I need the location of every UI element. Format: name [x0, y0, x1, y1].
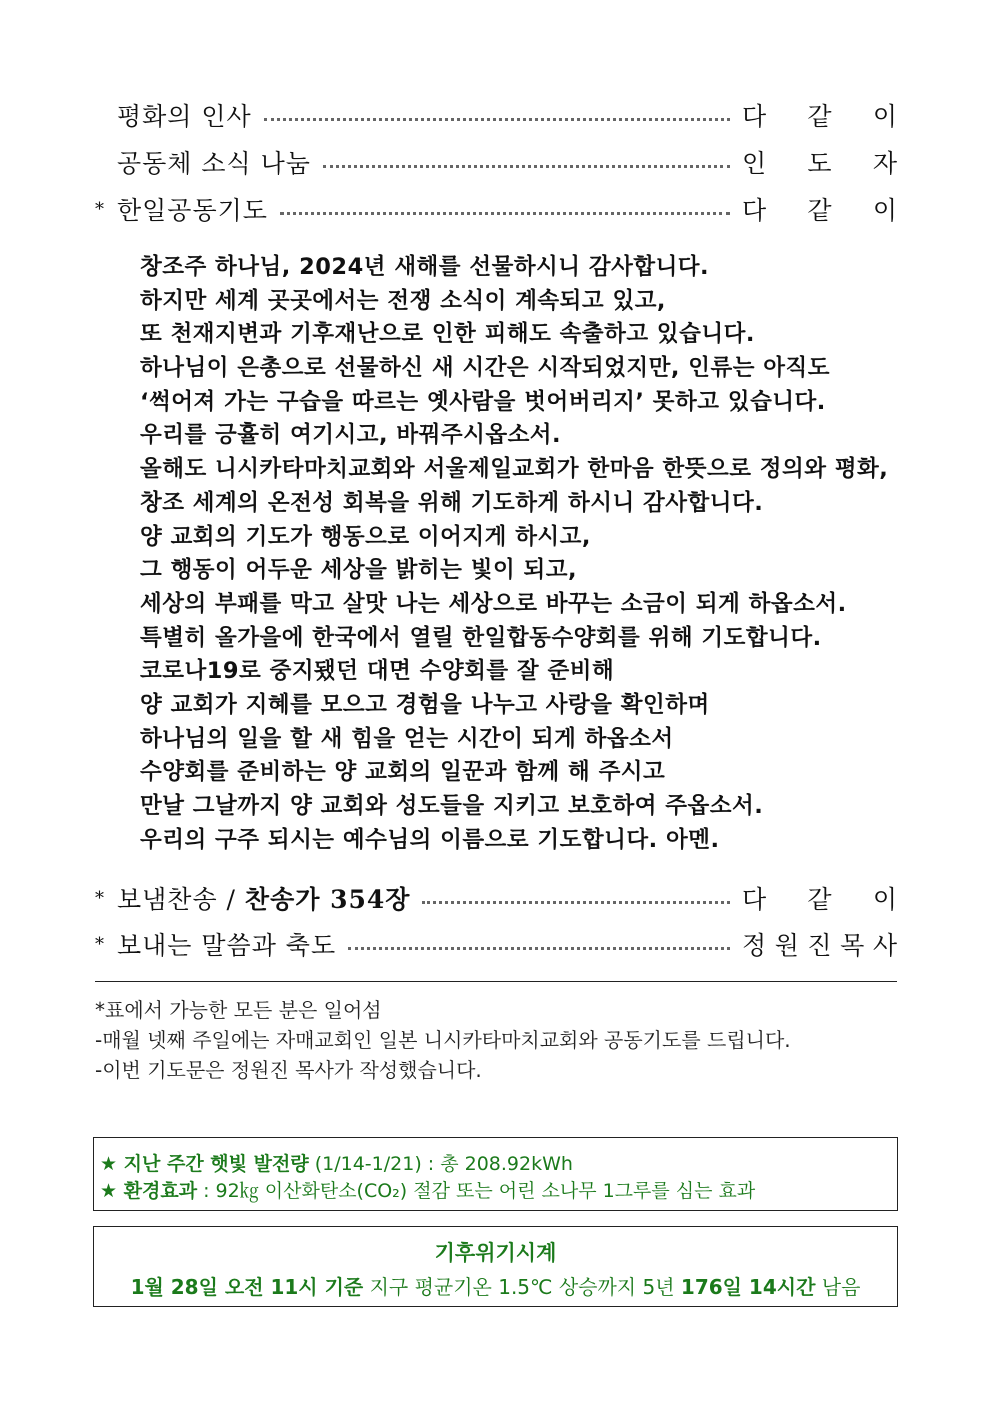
order-item-label: 한일공동기도 [117, 196, 268, 225]
dot-leader [348, 947, 730, 950]
environment-effect-line: ★ 환경효과 : 92㎏ 이산화탄소(CO₂) 절감 또는 어린 소나무 1그루를 심는 효과 [100, 1180, 756, 1202]
prayer-line: 또 천재지변과 기후재난으로 인한 피해도 속출하고 있습니다. [140, 321, 755, 348]
stand-mark: * [95, 887, 104, 909]
prayer-line: 양 교회가 지혜를 모으고 경험을 나누고 사랑을 확인하며 [140, 691, 710, 718]
prayer-line: 우리를 긍휼히 여기시고, 바꿔주시옵소서. [140, 422, 562, 449]
prayer-line: 올해도 니시카타마치교회와 서울제일교회가 한마음 한뜻으로 정의와 평화, [140, 456, 889, 483]
order-item-label: 평화의 인사 [117, 102, 252, 131]
climate-clock-box [93, 1226, 898, 1307]
prayer-line: 하지만 세계 곳곳에서는 전쟁 소식이 계속되고 있고, [140, 287, 666, 314]
order-item-peace-greeting [95, 95, 897, 135]
order-item-label: 보내는 말씀과 축도 [117, 931, 337, 960]
note-line: *표에서 가능한 모든 분은 일어섬 [95, 998, 382, 1022]
prayer-line: 세상의 부패를 막고 살맛 나는 세상으로 바꾸는 소금이 되게 하옵소서. [140, 590, 847, 617]
prayer-line: 만날 그날까지 양 교회와 성도들을 지키고 보호하여 주옵소서. [140, 793, 764, 819]
prayer-line: 하나님의 일을 할 새 힘을 얻는 시간이 되게 하옵소서 [140, 725, 674, 752]
solar-generation-line: ★ 지난 주간 햇빛 발전량 (1/14-1/21) : 총 208.92kWh [100, 1153, 573, 1175]
prayer-line: 양 교회의 기도가 행동으로 이어지게 하시고, [140, 523, 591, 550]
prayer-line: 특별히 올가을에 한국에서 열릴 한일합동수양회를 위해 기도합니다. [140, 624, 822, 651]
prayer-line: 창조주 하나님, 2024년 새해를 선물하시니 감사합니다. [140, 254, 710, 280]
climate-clock-countdown: 1월 28일 오전 11시 기준 지구 평균기온 1.5℃ 상승까지 5년 176일 14시간 남음 [130, 1275, 861, 1299]
order-item-label: 공동체 소식 나눔 [117, 149, 311, 178]
order-item-closing-hymn [95, 878, 897, 918]
stand-mark: * [95, 933, 104, 955]
notes [95, 995, 905, 1085]
divider [95, 981, 897, 982]
performer: 인 도 자 [742, 149, 897, 178]
performer: 다 같 이 [742, 196, 897, 225]
performer: 다 같 이 [742, 885, 897, 914]
dot-leader [280, 212, 730, 215]
prayer-text [140, 251, 900, 857]
dot-leader [422, 901, 730, 904]
prayer-line: 코로나19로 중지됐던 대면 수양회를 잘 준비해 [140, 658, 615, 685]
prayer-line: 수양회를 준비하는 양 교회의 일꾼과 함께 해 주시고 [140, 759, 666, 786]
order-item-benediction [95, 924, 897, 964]
prayer-line: 그 행동이 어두운 세상을 밝히는 빛이 되고, [140, 557, 578, 584]
dot-leader [264, 118, 730, 121]
prayer-line: 우리의 구주 되시는 예수님의 이름으로 기도합니다. 아멘. [140, 826, 720, 853]
climate-clock-title: 기후위기시계 [434, 1241, 557, 1265]
order-item-label: 보냄찬송 / 찬송가 354장 [117, 885, 411, 914]
order-item-community-news [95, 142, 897, 182]
dot-leader [323, 165, 730, 168]
prayer-line: 창조 세계의 온전성 회복을 위해 기도하게 하시니 감사합니다. [140, 489, 764, 516]
note-line: -이번 기도문은 정원진 목사가 작성했습니다. [95, 1058, 482, 1082]
prayer-line: ‘썩어져 가는 구습을 따르는 옛사람을 벗어버리지’ 못하고 있습니다. [140, 388, 826, 415]
solar-power-box [93, 1137, 898, 1211]
performer: 정 원 진 목 사 [742, 931, 897, 960]
prayer-line: 하나님이 은총으로 선물하신 새 시간은 시작되었지만, 인류는 아직도 [140, 355, 830, 382]
hymn-number: 찬송가 354장 [244, 885, 411, 914]
note-line: -매월 넷째 주일에는 자매교회인 일본 니시카타마치교회와 공동기도를 드립니다. [95, 1028, 791, 1052]
order-item-joint-prayer [95, 189, 897, 229]
stand-mark: * [95, 198, 104, 220]
performer: 다 같 이 [742, 102, 897, 131]
